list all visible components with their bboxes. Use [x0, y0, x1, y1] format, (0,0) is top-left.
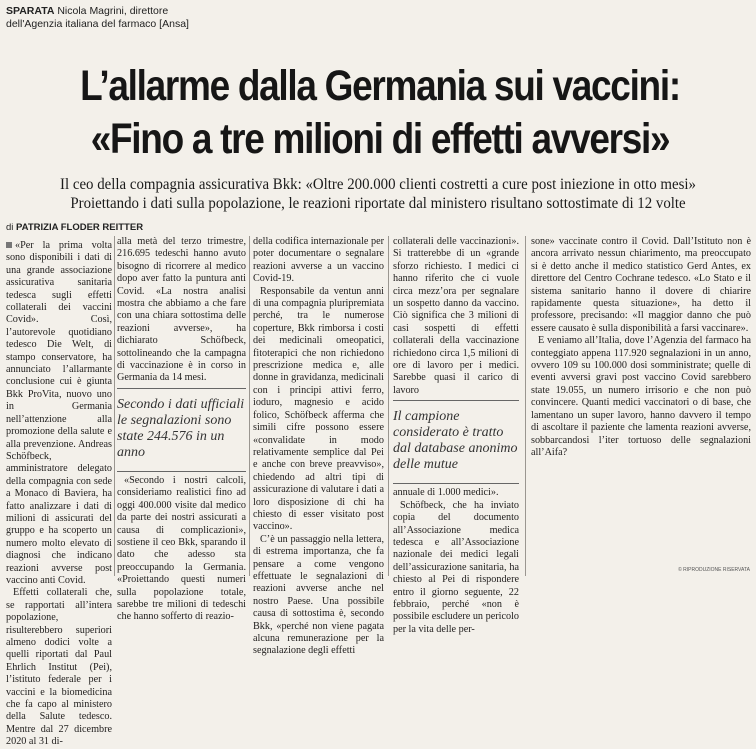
byline — [6, 222, 143, 233]
pull-quote: Il campione considerato è tratto dal database anonimo delle mutue — [393, 409, 518, 473]
copyright-notice: © RIPRODUZIONE RISERVATA — [678, 567, 750, 573]
divider — [393, 483, 519, 484]
divider — [393, 400, 519, 401]
byline-prefix: di — [6, 222, 14, 233]
column-rule — [249, 236, 250, 576]
subhead-line-2: Proiettando i dati sulla popolazione, le reazioni riportate dal ministero risultano sottostimate di 12 volte — [70, 195, 686, 212]
subhead-line-1: Il ceo della compagnia assicurativa Bkk: «Oltre 200.000 clienti costretti a cure post iniezione in otto mesi» — [60, 176, 696, 193]
paragraph: Schöfbeck, che ha inviato copia del documento all’Associazione medica tedesca e all’Associazione nazionale dei medici legali dell’assicurazione sanitaria, ha chiesto al Pei di rispondere entro il giorno seguente, 22 febbraio, perché «non è possibile escludere un pericolo per la vita delle per- — [393, 499, 519, 635]
divider — [117, 471, 246, 472]
paragraph: E veniamo all’Italia, dove l’Agenzia del farmaco ha conteggiato appena 117.920 segnalazioni in un anno, ovvero 109 su 100.000 dosi somministrate; quelle di eventi avversi gravi post vaccino Covid sarebbero state 19.055, un numero irrisorio e che non può convincere. Quanti medici vaccinatori o di base, che lamentano un super lavoro, hanno davvero il tempo di ascoltare il paziente che lamenta reazioni avverse, sobbarcandosi l’iter tortuoso delle segnalazioni all’Aifa? — [531, 335, 751, 458]
divider — [117, 388, 246, 389]
article-column-4 — [393, 236, 519, 636]
article-column-5 — [531, 236, 751, 459]
caption-label: SPARATA — [6, 5, 55, 17]
photo-caption — [6, 5, 189, 31]
paragraph: «Per la prima volta sono disponibili i dati di una grande associazione assicurativa sanitaria tedesca sugli effetti collaterali dei vaccini Covid». Così, l’autorevole quotidiano tedesco Die Welt, di stampo conservatore, ha annunciato l’allarmante conclusione cui è giunta Bkk ProVita, nuovo uno in Germania nell’attenzione alla promozione della salute e alla prevenzione. Andreas Schöfbeck, amministratore delegato della compagnia con sede a Monaco di Baviera, ha fatto analizzare i dati di milioni di assicurati del gruppo e ha scoperto un numero molto elevato di diagnosi che indicano reazioni avverse post vaccino anti Covid. — [6, 240, 112, 586]
column-rule — [388, 236, 389, 576]
headline-line-1: L’allarme dalla Germania sui vaccini: — [80, 62, 680, 110]
pull-quote: Secondo i dati ufficiali le segnalazioni sono state 244.576 in un anno — [117, 396, 245, 460]
paragraph: «Secondo i nostri calcoli, consideriamo realistici fino ad oggi 400.000 visite dal medico da parte dei nostri assicurati a causa di complicazioni», sostiene il ceo Bkk, sparando il dato che adesso sta preoccupando la Germania. «Proiettando questi numeri sulla popolazione totale, sarebbe tre milioni di tedeschi che hanno sofferto di reazio- — [117, 474, 246, 623]
article-column-1 — [6, 240, 112, 749]
article-column-3 — [253, 236, 384, 658]
caption-text: Nicola Magrini, direttore — [57, 5, 169, 17]
headline-line-2: «Fino a tre milioni di effetti avversi» — [90, 115, 670, 163]
paragraph: alla metà del terzo trimestre, 216.695 tedeschi hanno avuto bisogno di ricorrere al medico dopo aver fatto la puntura anti Covid. «La nostra analisi mostra che abbiamo a che fare con una chiara sottostima delle reazioni avverse», ha dichiarato Schöfbeck, sottolineando che la campagna di vaccinazione è in corso in Germania da 14 mesi. — [117, 236, 246, 384]
byline-author: PATRIZIA FLODER REITTER — [16, 222, 144, 233]
paragraph: Effetti collaterali che, se rapportati all’intera popolazione, risulterebbero superiori almeno dodici volte a quelli riportati dal Paul Ehrlich Institut (Pei), l’istituto federale per i vaccini e la biomedicina che fa capo al ministero della Salute tedesco. Mentre dal 27 dicembre 2020 al 31 di- — [6, 587, 112, 748]
column-rule — [525, 236, 526, 576]
lead-square-icon — [6, 242, 12, 248]
caption-text-2: dell'Agenzia italiana del farmaco [Ansa] — [6, 18, 189, 30]
paragraph: della codifica internazionale per poter documentare o segnalare reazioni avverse a un vaccino Covid-19. — [253, 236, 384, 285]
column-rule — [114, 236, 115, 576]
paragraph: sone» vaccinate contro il Covid. Dall’Istituto non è ancora arrivato nessun chiarimento, ma preoccupato si è detto anche il medico statistico Gerd Antes, ex direttore del Centro Cochrane tedesco. «Lo Stato e il sistema sanitario hanno il dovere di chiarire rapidamente questa situazione», ha detto il professore, precisando: «Il maggior danno che può essere causato è sulla disponibilità a farsi vaccinare». — [531, 236, 751, 334]
paragraph: collaterali delle vaccinazioni». Si tratterebbe di un «grande sforzo richiesto. I medici ci hanno riferito che ci vuole circa mezz’ora per segnalare un sospetto danno da vaccino. Ciò significa che 3 milioni di casi sospetti di effetti collaterali della vaccinazione richiedono circa 1,5 milioni di ore di lavoro per i medici. Sarebbe quasi il carico di lavoro — [393, 236, 519, 396]
article-column-2 — [117, 236, 246, 624]
paragraph: annuale di 1.000 medici». — [393, 487, 499, 499]
paragraph: C’è un passaggio nella lettera, di estrema importanza, che fa pensare a come vengono effettuate le segnalazioni di reazioni avverse anche nel nostro Paese. Una possibile causa di sottostima è, secondo Bkk, «perché non viene pagata alcuna remunerazione per la segnalazione degli effetti — [253, 533, 384, 657]
paragraph: Responsabile da ventun anni di una compagnia pluripremiata perché, tra le numerose coperture, Bkk rimborsa i costi dei medicinali omeopatici, fitoterapici che non richiedono prescrizione medica e, alle donne in gravidanza, medicinali con i principi attivi ferro, ioduro, magnesio e acido folico, Schöfbeck afferma che simili cifre possono essere «convalidate in modo relativamente semplice dal Pei e anche con breve preavviso», chiedendo ad altri tipi di assicurazione di valutare i dati a loro disposizione di chi ha chiesto di esser visitato post vaccino». — [253, 285, 384, 533]
